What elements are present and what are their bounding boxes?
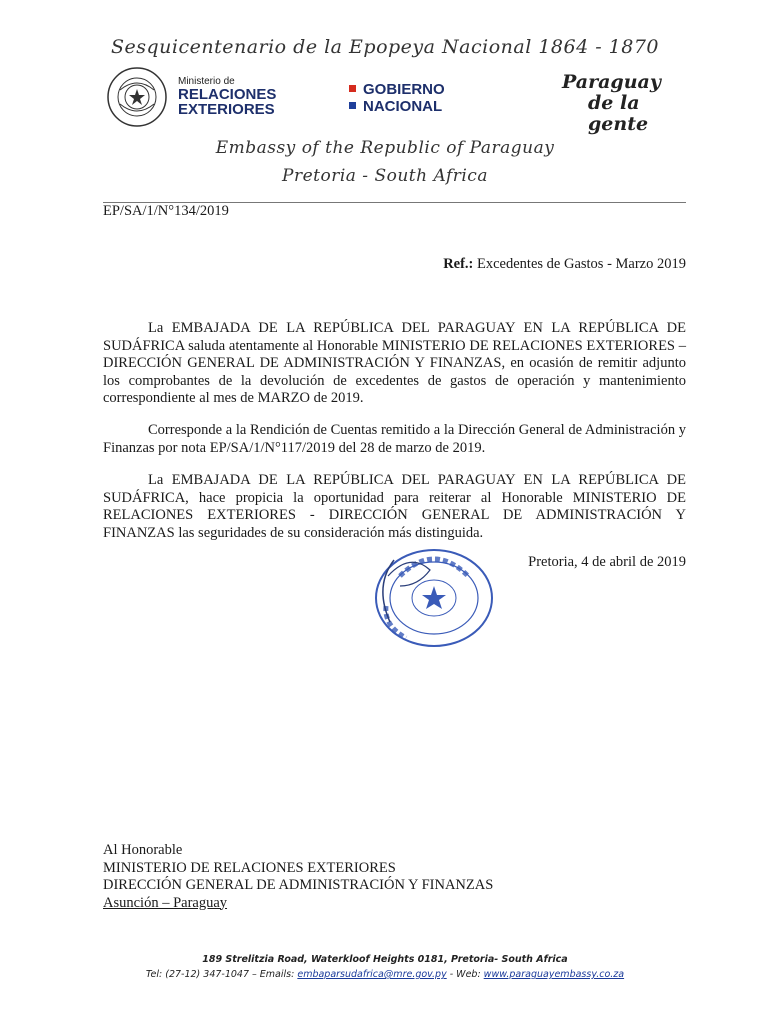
brand-line2: de la gente xyxy=(588,92,649,135)
recipient-directorate: DIRECCIÓN GENERAL DE ADMINISTRACIÓN Y FINANZAS xyxy=(103,877,494,893)
gobierno-line2: NACIONAL xyxy=(363,98,443,115)
footer-contact xyxy=(0,967,770,982)
red-square-icon xyxy=(349,85,356,92)
subject-text: Excedentes de Gastos - Marzo 2019 xyxy=(473,256,686,272)
document-reference: EP/SA/1/N°134/2019 xyxy=(103,203,229,219)
ministry-pretitle: Ministerio de xyxy=(178,76,235,87)
recipient-block xyxy=(103,842,493,912)
brand-slogan-logo xyxy=(562,72,672,135)
recipient-ministry: MINISTERIO DE RELACIONES EXTERIORES xyxy=(103,859,396,876)
place-and-date: Pretoria, 4 de abril de 2019 xyxy=(528,554,686,570)
recipient-salutation: Al Honorable xyxy=(103,842,183,858)
paragraph-3 xyxy=(103,472,686,542)
footer-web-label: - Web: xyxy=(446,969,484,980)
bicentenary-heading: Sesquicentenario de la Epopeya Nacional 1864 - 1870 xyxy=(110,36,660,58)
footer-website-link[interactable]: www.paraguayembassy.co.za xyxy=(483,969,625,980)
paragraph-2 xyxy=(103,422,686,457)
gobierno-line1: GOBIERNO xyxy=(363,81,445,98)
brand-line1: Paraguay xyxy=(562,71,661,93)
recipient-city: Asunción – Paraguay xyxy=(103,894,228,911)
paragraph-1-text: La EMBAJADA DE LA REPÚBLICA DEL PARAGUAY EN LA REPÚBLICA DE SUDÁFRICA saluda atentamente al Honorable MINISTERIO DE RELACIONES EXTERIORES – DIRECCIÓN GENERAL DE ADMINISTRACIÓN Y FINANZAS, en ocasión de remitir adjunto los comprobantes de la devolución de excedentes de gastos de operación y mantenimiento correspondiente al mes de MARZO de 2019. xyxy=(103,320,686,406)
footer-email-link[interactable]: embaparsudafrica@mre.gov.py xyxy=(297,969,447,980)
footer xyxy=(0,952,770,982)
blue-square-icon xyxy=(349,102,356,109)
subject-reference xyxy=(443,256,686,273)
paragraph-2-text: Corresponde a la Rendición de Cuentas remitido a la Dirección General de Administración y Finanzas por nota EP/SA/1/N°117/2019 del 28 de marzo de 2019. xyxy=(103,422,686,456)
paragraph-1 xyxy=(103,320,686,408)
gobierno-nacional-logo xyxy=(349,81,445,115)
paragraph-3-text: La EMBAJADA DE LA REPÚBLICA DEL PARAGUAY EN LA REPÚBLICA DE SUDÁFRICA, hace propicia la oportunidad para reiterar al Honorable MINISTERIO DE RELACIONES EXTERIORES - DIRECCIÓN GENERAL DE ADMINISTRACIÓN Y FINANZAS las seguridades de su consideración más distinguida. xyxy=(103,472,686,541)
national-seal-icon xyxy=(106,66,168,128)
embassy-stamp-icon xyxy=(370,546,494,650)
ministry-name-line1: RELACIONES xyxy=(178,86,277,103)
ministry-logo-text xyxy=(178,76,276,117)
embassy-location: Pretoria - South Africa xyxy=(282,166,488,186)
footer-tel: Tel: (27-12) 347-1047 – Emails: xyxy=(145,969,298,980)
embassy-heading xyxy=(0,134,770,190)
ministry-name-line2: EXTERIORES xyxy=(178,101,275,118)
embassy-name: Embassy of the Republic of Paraguay xyxy=(215,138,555,158)
subject-label: Ref.: xyxy=(443,256,474,272)
footer-address: 189 Strelitzia Road, Waterkloof Heights 0181, Pretoria- South Africa xyxy=(202,954,568,965)
